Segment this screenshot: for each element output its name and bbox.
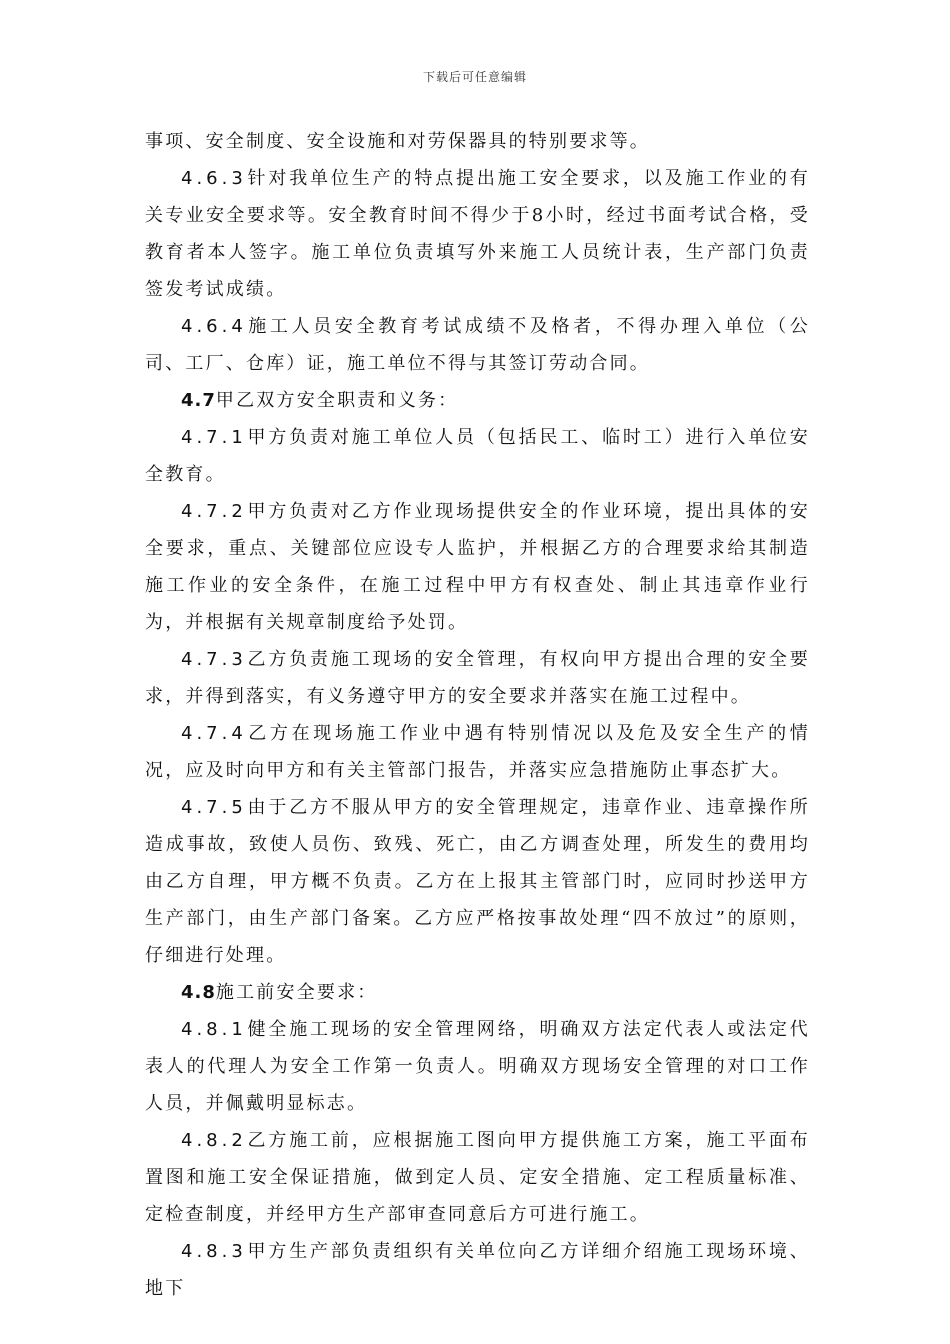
section-number: 4.7 (181, 390, 216, 411)
paragraph (145, 123, 810, 160)
paragraph (145, 715, 810, 789)
paragraph (145, 308, 810, 382)
paragraph-text: 甲方负责对乙方作业现场提供安全的作业环境，提出具体的安全要求，重点、关键部位应设专人监护，并根据乙方的合理要求给其制造施工作业的安全条件，在施工过程中甲方有权查处、制止其违章作业行为，并根据有关规章制度给予处罚。 (145, 501, 810, 633)
paragraph-text: 由于乙方不服从甲方的安全管理规定，违章作业、违章操作所造成事故，致使人员伤、致残、死亡，由乙方调查处理，所发生的费用均由乙方自理，甲方概不负责。乙方在上报其主管部门时，应同时抄送甲方生产部门，由生产部门备案。乙方应严格按事故处理“四不放过”的原则，仔细进行处理。 (145, 797, 810, 966)
paragraph (145, 1122, 810, 1233)
paragraph-text: 乙方施工前，应根据施工图向甲方提供施工方案，施工平面布置图和施工安全保证措施，做到定人员、定安全措施、定工程质量标准、定检查制度，并经甲方生产部审查同意后方可进行施工。 (145, 1130, 810, 1225)
clause-number: 4.6.4 (181, 316, 247, 337)
paragraph-text: 乙方在现场施工作业中遇有特别情况以及危及安全生产的情况，应及时向甲方和有关主管部门报告，并落实应急措施防止事态扩大。 (145, 723, 810, 781)
document-body (145, 123, 810, 1307)
paragraph (145, 1011, 810, 1122)
clause-number: 4.7.2 (181, 501, 247, 522)
clause-number: 4.7.1 (181, 427, 247, 448)
paragraph-text: 健全施工现场的安全管理网络，明确双方法定代表人或法定代表人的代理人为安全工作第一负责人。明确双方现场安全管理的对口工作人员，并佩戴明显标志。 (145, 1019, 810, 1114)
section-number: 4.8 (181, 982, 216, 1003)
clause-number: 4.7.3 (181, 649, 247, 670)
paragraph (145, 419, 810, 493)
clause-number: 4.8.2 (181, 1130, 247, 1151)
clause-number: 4.7.4 (181, 723, 247, 744)
header-note: 下载后可任意编辑 (422, 70, 527, 84)
paragraph (145, 493, 810, 641)
paragraph-text: 事项、安全制度、安全设施和对劳保器具的特别要求等。 (145, 131, 650, 152)
section-heading (145, 382, 810, 419)
clause-number: 4.6.3 (181, 168, 247, 189)
paragraph-text: 乙方负责施工现场的安全管理，有权向甲方提出合理的安全要求，并得到落实，有义务遵守甲方的安全要求并落实在施工过程中。 (145, 649, 810, 707)
paragraph (145, 641, 810, 715)
clause-number: 4.7.5 (181, 797, 247, 818)
paragraph-text: 甲方生产部负责组织有关单位向乙方详细介绍施工现场环境、地下 (145, 1241, 810, 1299)
clause-number: 4.8.1 (181, 1019, 247, 1040)
clause-number: 4.8.3 (181, 1241, 247, 1262)
paragraph-text: 甲方负责对施工单位人员（包括民工、临时工）进行入单位安全教育。 (145, 427, 810, 485)
section-title: 甲乙双方安全职责和义务： (215, 390, 459, 411)
section-heading (145, 974, 810, 1011)
paragraph-text: 施工人员安全教育考试成绩不及格者，不得办理入单位（公司、工厂、仓库）证，施工单位不得与其签订劳动合同。 (145, 316, 810, 374)
paragraph (145, 160, 810, 308)
section-title: 施工前安全要求： (215, 982, 378, 1003)
paragraph (145, 1233, 810, 1307)
paragraph (145, 789, 810, 974)
paragraph-text: 针对我单位生产的特点提出施工安全要求，以及施工作业的有关专业安全要求等。安全教育时间不得少于8小时，经过书面考试合格，受教育者本人签字。施工单位负责填写外来施工人员统计表，生产部门负责签发考试成绩。 (145, 168, 810, 300)
